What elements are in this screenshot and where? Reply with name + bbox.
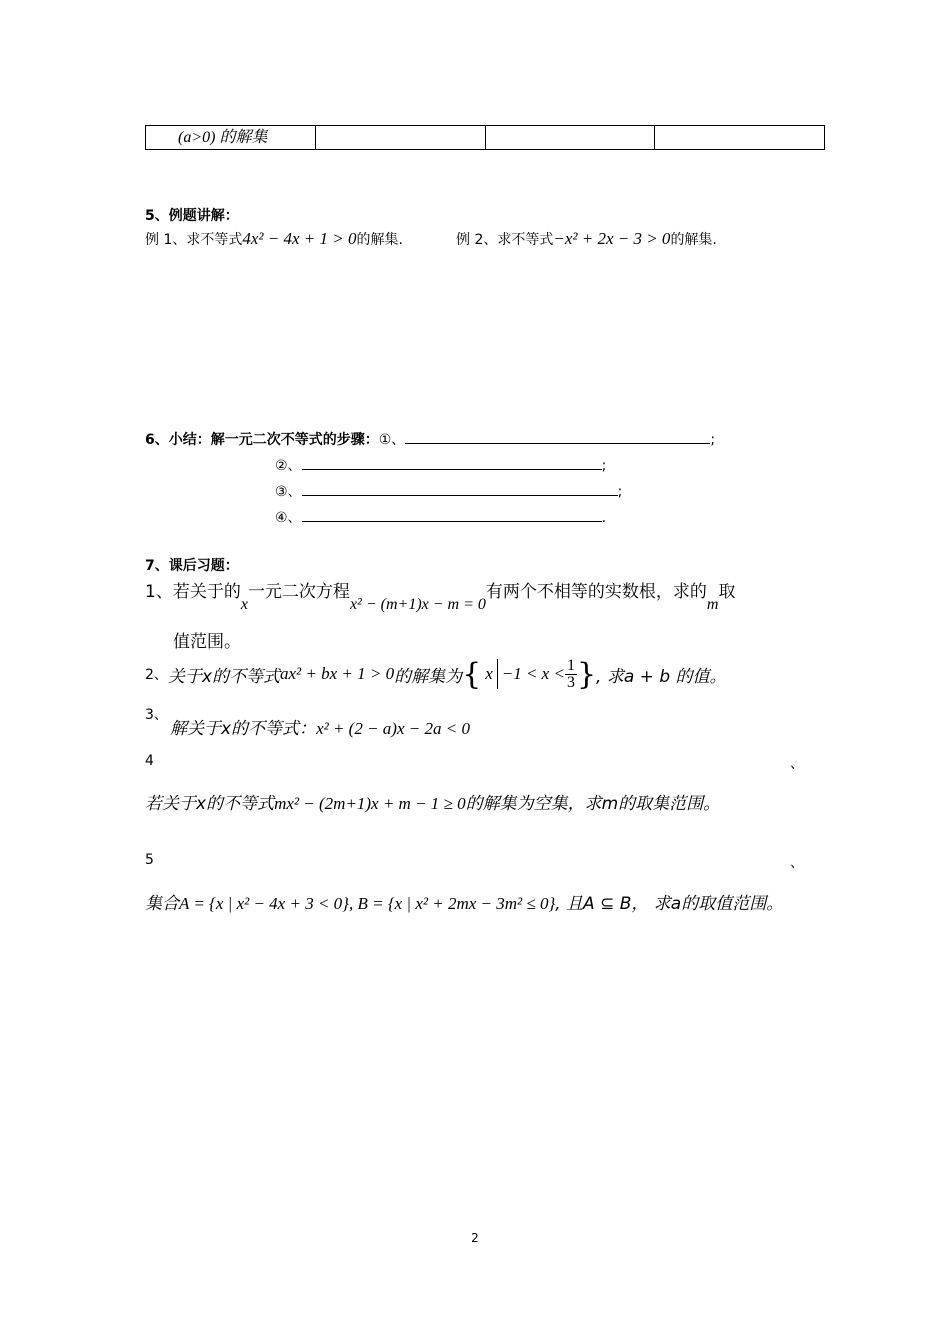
exercise-2-set-condition: −1 < x < <box>501 664 565 683</box>
exercise-3-text: 解关于x的不等式： <box>170 719 317 739</box>
step-2-blank <box>302 457 602 470</box>
exercise-2-set-var: x <box>485 664 493 683</box>
section7-heading: 7、课后习题： <box>145 558 239 574</box>
exercise-2-set-brace-close: } <box>576 656 597 692</box>
exercise-2-set-brace-open: { <box>462 656 482 692</box>
step-3-mark: ③、 <box>275 484 302 500</box>
summary-step-2 <box>275 455 606 475</box>
exercise-1-number: 1、 <box>145 582 173 602</box>
exercise-5-sets: A = {x | x² − 4x + 3 < 0}, B = {x | x² + 2mx − 3m² ≤ 0} <box>179 894 556 913</box>
exercise-4-inequality: mx² − (2m+1)x + m − 1 ≥ 0 <box>274 794 466 813</box>
example-1-tail: 的解集. <box>356 232 403 248</box>
page-number: 2 <box>471 1231 479 1245</box>
step-3-blank <box>302 483 618 496</box>
exercise-2-text-c: , 求a + b 的值。 <box>596 666 727 687</box>
exercise-5-separator: 、 <box>790 855 804 871</box>
table-cell-label: (a>0) 的解集 <box>178 129 268 146</box>
exercise-4 <box>145 789 720 814</box>
table-cell-empty-2 <box>485 126 655 149</box>
exercise-1-text-c: 有两个不相等的实数根，求的 <box>485 582 707 602</box>
step-2-mark: ②、 <box>275 458 302 474</box>
example-2-label: 例 2、求不等式 <box>456 232 554 248</box>
exercise-2-text-b: 的解集为 <box>394 666 463 687</box>
step-4-blank <box>302 509 602 522</box>
table-cell-empty-1 <box>315 126 485 149</box>
exercise-1-equation: x² − (m+1)x − m = 0 <box>349 596 486 613</box>
exercise-1-variable-x: x <box>240 596 248 613</box>
exercise-2-text-a: 关于x的不等式 <box>167 666 280 687</box>
step-1-blank <box>405 431 710 444</box>
summary-step-3 <box>275 481 622 501</box>
exercise-4-text-b: 的解集为空集，求m的取集范围。 <box>465 794 721 814</box>
summary-step-4 <box>275 507 606 527</box>
example-1-inequality: 4x² − 4x + 1 > 0 <box>242 229 357 248</box>
exercise-5 <box>145 889 783 914</box>
example-1-label: 例 1、求不等式 <box>145 232 243 248</box>
exercise-1-text-b: 一元二次方程 <box>247 582 350 602</box>
table-cell-empty-3 <box>654 126 824 149</box>
exercise-1-variable-m: m <box>706 596 719 613</box>
exercise-1-line-2: 值范围。 <box>173 632 241 652</box>
example-2 <box>456 229 717 249</box>
summary-step-1 <box>145 429 715 449</box>
exercise-1 <box>145 577 736 613</box>
exercise-2-number: 2、 <box>145 667 168 683</box>
exercise-4-text-a: 若关于x的不等式 <box>145 794 275 814</box>
exercise-5-text-a: 集合 <box>145 894 179 914</box>
exercise-1-text-a: 若关于的 <box>172 582 241 602</box>
exercise-5-number: 5 <box>145 852 154 868</box>
exercise-3 <box>170 714 470 739</box>
step-1-end: ; <box>710 432 716 448</box>
fraction-denominator: 3 <box>566 673 575 691</box>
exercise-2-inequality: ax² + bx + 1 > 0 <box>279 664 395 683</box>
exercise-2 <box>145 650 727 698</box>
exercise-3-number: 3、 <box>145 707 168 723</box>
exercise-3-inequality: x² + (2 − a)x − 2a < 0 <box>316 719 470 738</box>
section6-heading: 6、小结：解一元二次不等式的步骤： <box>145 432 379 448</box>
step-3-end: ; <box>617 484 623 500</box>
example-2-inequality: −x² + 2x − 3 > 0 <box>553 229 671 248</box>
exercise-1-text-d: 取 <box>718 582 736 602</box>
exercise-4-separator: 、 <box>790 756 804 772</box>
exercise-5-text-b: , 且A ⊆ B， 求a的取值范围。 <box>555 894 784 914</box>
exercise-4-number: 4 <box>145 753 154 769</box>
step-1-mark: ①、 <box>378 432 406 448</box>
step-2-end: ; <box>601 458 607 474</box>
solution-set-table-row <box>145 125 825 150</box>
step-4-end: . <box>601 510 607 526</box>
example-2-tail: 的解集. <box>670 232 717 248</box>
example-1 <box>145 229 403 249</box>
fraction-numerator: 1 <box>566 656 575 674</box>
section5-heading: 5、例题讲解： <box>145 208 239 224</box>
step-4-mark: ④、 <box>275 510 302 526</box>
exercise-2-fraction <box>565 658 577 691</box>
